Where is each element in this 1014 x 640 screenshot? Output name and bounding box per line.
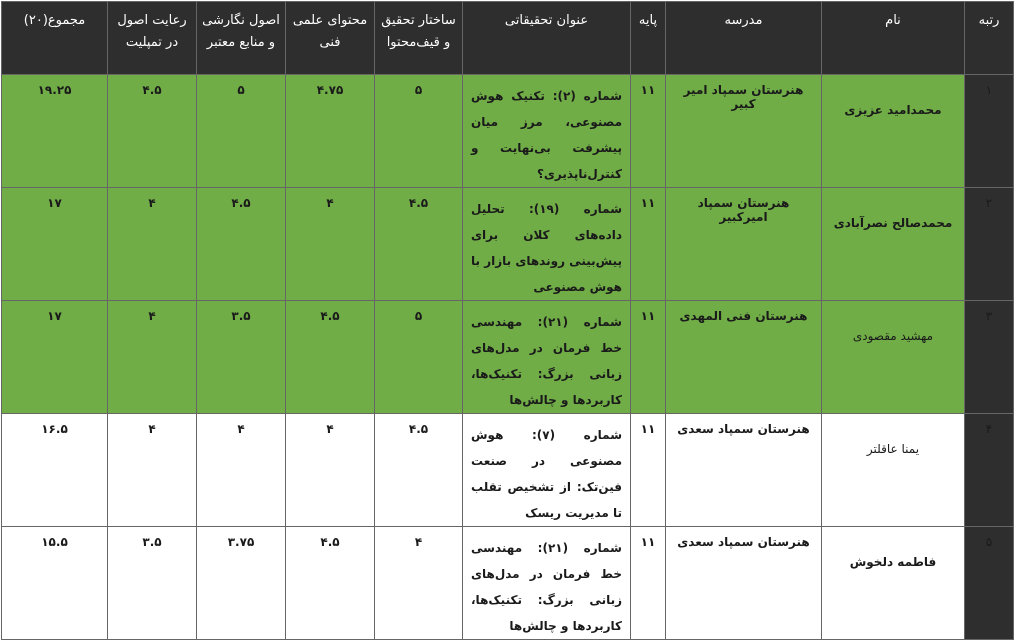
table-row	[2, 301, 1014, 414]
header-school: مدرسه	[666, 2, 822, 75]
student-name: مهشید مقصودی	[852, 329, 934, 343]
structure-score: ۴.۵	[375, 188, 463, 301]
total-score: ۱۷	[2, 188, 108, 301]
structure-score: ۵	[375, 75, 463, 188]
name-cell	[822, 75, 965, 188]
name-cell	[822, 414, 965, 527]
grade-cell: ۱۱	[631, 75, 666, 188]
header-title: عنوان تحقیقاتی	[463, 2, 631, 75]
table-row	[2, 75, 1014, 188]
template-score: ۴.۵	[108, 75, 197, 188]
structure-score: ۴.۵	[375, 414, 463, 527]
header-writing: اصول نگارشی و منابع معتبر	[197, 2, 286, 75]
header-template: رعایت اصول در تمپلیت	[108, 2, 197, 75]
total-score: ۱۷	[2, 301, 108, 414]
student-name: فاطمه دلخوش	[849, 555, 937, 569]
student-name: یمنا عاقلتر	[866, 442, 920, 456]
rank-cell: ۵	[965, 527, 1014, 640]
total-score: ۱۵.۵	[2, 527, 108, 640]
results-table	[1, 1, 1014, 640]
school-cell: هنرستان سمپاد سعدی	[666, 527, 822, 640]
writing-score: ۴.۵	[197, 188, 286, 301]
structure-score: ۵	[375, 301, 463, 414]
grade-cell: ۱۱	[631, 527, 666, 640]
content-score: ۴.۷۵	[286, 75, 375, 188]
structure-score: ۴	[375, 527, 463, 640]
title-cell: شماره (۱۹): تحلیل داده‌های کلان برای پیش‌بینی روندهای بازار با هوش مصنوعی	[463, 188, 631, 301]
header-total: مجموع(۲۰)	[2, 2, 108, 75]
rank-cell: ۱	[965, 75, 1014, 188]
content-score: ۴.۵	[286, 527, 375, 640]
grade-cell: ۱۱	[631, 188, 666, 301]
title-cell: شماره (۲): تکنیک هوش مصنوعی، مرز میان پیشرفت بی‌نهایت و کنترل‌ناپذیری؟	[463, 75, 631, 188]
writing-score: ۳.۷۵	[197, 527, 286, 640]
table-row	[2, 414, 1014, 527]
writing-score: ۵	[197, 75, 286, 188]
student-name: محمدصالح نصرآبادی	[833, 216, 953, 230]
header-name: نام	[822, 2, 965, 75]
total-score: ۱۶.۵	[2, 414, 108, 527]
template-score: ۴	[108, 414, 197, 527]
student-name: محمدامید عزیزی	[844, 103, 942, 117]
title-cell: شماره (۲۱): مهندسی خط فرمان در مدل‌های زبانی بزرگ: تکنیک‌ها، کاربردها و چالش‌ها	[463, 301, 631, 414]
school-cell: هنرستان سمپاد سعدی	[666, 414, 822, 527]
header-rank: رتبه	[965, 2, 1014, 75]
school-cell: هنرستان سمپاد امیرکبیر	[666, 188, 822, 301]
header-content: محتوای علمی فنی	[286, 2, 375, 75]
name-cell	[822, 527, 965, 640]
content-score: ۴	[286, 414, 375, 527]
name-cell	[822, 188, 965, 301]
school-cell: هنرستان سمپاد امیر کبیر	[666, 75, 822, 188]
template-score: ۴	[108, 301, 197, 414]
grade-cell: ۱۱	[631, 414, 666, 527]
content-score: ۴	[286, 188, 375, 301]
content-score: ۴.۵	[286, 301, 375, 414]
writing-score: ۳.۵	[197, 301, 286, 414]
school-cell: هنرستان فنی المهدی	[666, 301, 822, 414]
total-score: ۱۹.۲۵	[2, 75, 108, 188]
rank-cell: ۲	[965, 188, 1014, 301]
rank-cell: ۴	[965, 414, 1014, 527]
table-row	[2, 188, 1014, 301]
title-cell: شماره (۲۱): مهندسی خط فرمان در مدل‌های زبانی بزرگ: تکنیک‌ها، کاربردها و چالش‌ها	[463, 527, 631, 640]
template-score: ۳.۵	[108, 527, 197, 640]
template-score: ۴	[108, 188, 197, 301]
name-cell	[822, 301, 965, 414]
header-row	[2, 2, 1014, 75]
rank-cell: ۳	[965, 301, 1014, 414]
table-row	[2, 527, 1014, 640]
grade-cell: ۱۱	[631, 301, 666, 414]
header-structure: ساختار تحقیق و قیف‌محتوا	[375, 2, 463, 75]
writing-score: ۴	[197, 414, 286, 527]
title-cell: شماره (۷): هوش مصنوعی در صنعت فین‌تک: از تشخیص تقلب تا مدیریت ریسک	[463, 414, 631, 527]
header-grade: پایه	[631, 2, 666, 75]
